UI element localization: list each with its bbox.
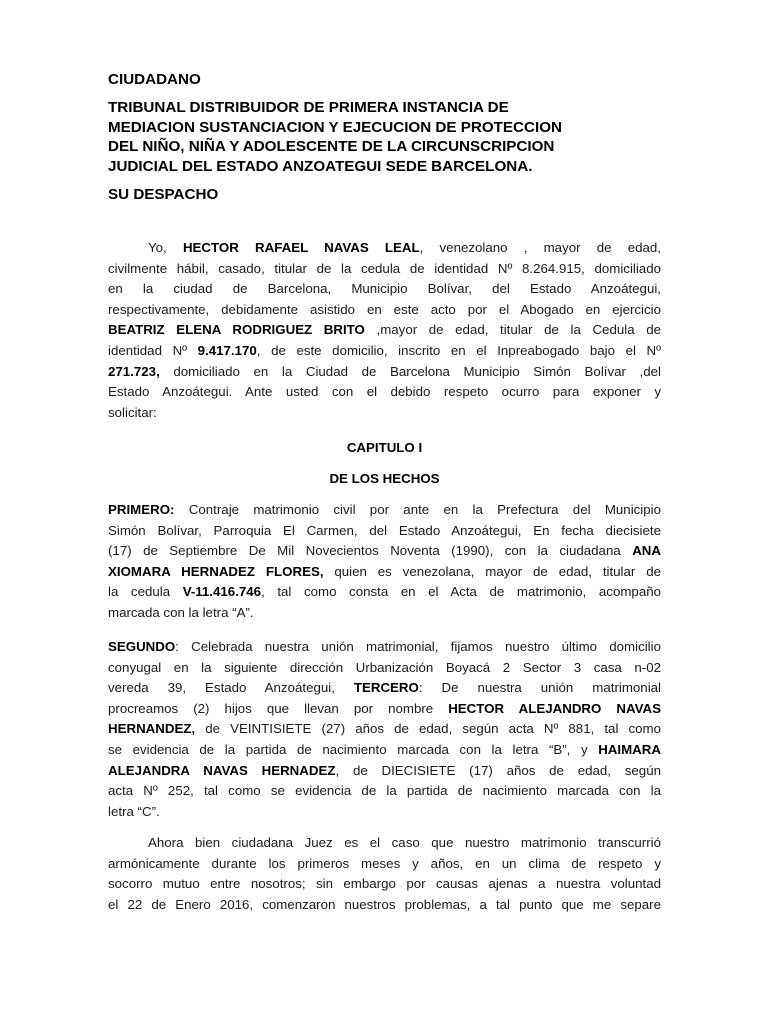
text-line: Simón Bolívar, Parroquia El Carmen, del Estado Anzoátegui, En fecha diecisiete: [108, 522, 661, 538]
child-name: ALEJANDRA NAVAS HERNADEZ: [108, 762, 336, 778]
text-line: [108, 238, 661, 259]
text-line: [108, 320, 661, 341]
text-run: , de este domicilio, inscrito en el Inpreabogado bajo el Nº: [256, 342, 661, 358]
court-line: MEDIACION SUSTANCIACION Y EJECUCION DE PROTECCION: [108, 118, 562, 136]
despacho-heading: SU DESPACHO: [108, 186, 219, 203]
lawyer-cedula: 9.417.170: [197, 342, 257, 358]
text-line: Estado Anzoátegui. Ante usted con el debido respeto ocurro para exponer y: [108, 384, 661, 400]
text-run: quien es venezolana, mayor de edad, titular de: [323, 563, 661, 579]
text-run: domiciliado en la Ciudad de Barcelona Municipio Simón Bolívar ,del: [159, 363, 661, 379]
text-line: el 22 de Enero 2016, comenzaron nuestros problemas, a tal punto que me separe: [108, 896, 661, 912]
court-line: DEL NIÑO, NIÑA Y ADOLESCENTE DE LA CIRCUNSCRIPCION: [108, 138, 555, 156]
text-run: (17) de Septiembre De Mil Novecientos Noventa (1990), con la ciudadana: [108, 543, 633, 559]
text-run: : Celebrada nuestra unión matrimonial, fijamos nuestro último domicilio: [175, 639, 661, 654]
text-line: [108, 678, 661, 699]
segundo-label: SEGUNDO: [108, 639, 176, 654]
text-line: en la ciudad de Barcelona, Municipio Bolívar, del Estado Anzoátegui,: [108, 281, 661, 297]
text-line: solicitar:: [108, 404, 157, 420]
text-run: : De nuestra unión matrimonial: [418, 680, 661, 696]
spouse-name: XIOMARA HERNADEZ FLORES,: [108, 563, 324, 579]
text-line: Ahora bien ciudadana Juez es el caso que nuestro matrimonio transcurrió: [148, 835, 661, 850]
text-line: socorro mutuo entre nosotros; sin embargo por causas ajenas a nuestra voluntad: [108, 876, 661, 892]
text-line: [108, 582, 661, 603]
text-line: conyugal en la siguiente dirección Urbanización Boyacá 2 Sector 3 casa n-02: [108, 659, 661, 675]
text-run: Contraje matrimonio civil por ante en la Prefectura del Municipio: [174, 502, 661, 517]
text-run: se evidencia de la partida de nacimiento marcada con la letra “B”, y: [108, 741, 599, 757]
text-line: letra “C”.: [108, 803, 160, 819]
child-name: HERNANDEZ,: [108, 721, 196, 737]
text-run: , de DIECISIETE (17) años de edad, según: [335, 762, 661, 778]
segundo-paragraph: [108, 637, 661, 822]
text-line: [108, 740, 661, 761]
text-line: [108, 761, 661, 782]
text-line: armónicamente durante los primeros meses y años, en un clima de respeto y: [108, 855, 661, 871]
primero-label: PRIMERO:: [108, 502, 175, 517]
spouse-cedula: V-11.416.746: [182, 584, 262, 600]
text-line: [108, 341, 661, 362]
text-run: vereda 39, Estado Anzoátegui,: [108, 680, 354, 696]
text-line: [108, 699, 661, 720]
text-line: respectivamente, debidamente asistido en este acto por el Abogado en ejercicio: [108, 301, 661, 317]
text-line: [108, 562, 661, 583]
text-run: , venezolano , mayor de edad,: [419, 240, 661, 255]
text-run: procreamos (2) hijos que llevan por nombre: [108, 700, 449, 716]
text-run: identidad Nº: [108, 342, 198, 358]
inpreabogado-number: 271.723,: [108, 363, 160, 379]
spouse-name: ANA: [632, 543, 661, 559]
text-run: ,mayor de edad, titular de la Cedula de: [364, 322, 661, 338]
petitioner-name: HECTOR RAFAEL NAVAS LEAL: [182, 240, 420, 255]
text-run: , tal como consta en el Acta de matrimonio, acompaño: [261, 584, 661, 600]
closing-paragraph: [108, 833, 661, 915]
text-line: [108, 362, 661, 383]
court-heading: [108, 98, 668, 176]
text-line: [108, 500, 661, 521]
text-run: la cedula: [108, 584, 183, 600]
intro-paragraph: [108, 238, 661, 423]
chapter-subtitle: DE LOS HECHOS: [329, 471, 440, 486]
tercero-label: TERCERO: [353, 680, 419, 696]
text-line: [108, 541, 661, 562]
addressee-heading: CIUDADANO: [108, 71, 201, 88]
text-line: marcada con la letra “A”.: [108, 604, 254, 620]
text-line: acta Nº 252, tal como se evidencia de la partida de nacimiento marcada con la: [108, 783, 661, 799]
text-line: [108, 719, 661, 740]
text-run: Yo,: [148, 240, 183, 255]
primero-paragraph: [108, 500, 661, 624]
child-name: HECTOR ALEJANDRO NAVAS: [448, 700, 661, 716]
child-name: HAIMARA: [598, 741, 661, 757]
text-line: [108, 637, 661, 658]
text-run: de VEINTISIETE (27) años de edad, según acta Nº 881, tal como: [195, 721, 661, 737]
lawyer-name: BEATRIZ ELENA RODRIGUEZ BRITO: [108, 322, 365, 338]
court-line: TRIBUNAL DISTRIBUIDOR DE PRIMERA INSTANCIA DE: [108, 99, 509, 116]
court-line: JUDICIAL DEL ESTADO ANZOATEGUI SEDE BARCELONA.: [108, 157, 533, 175]
text-line: civilmente hábil, casado, titular de la cedula de identidad Nº 8.264.915, domiciliado: [108, 260, 661, 276]
chapter-title: CAPITULO I: [346, 440, 423, 455]
